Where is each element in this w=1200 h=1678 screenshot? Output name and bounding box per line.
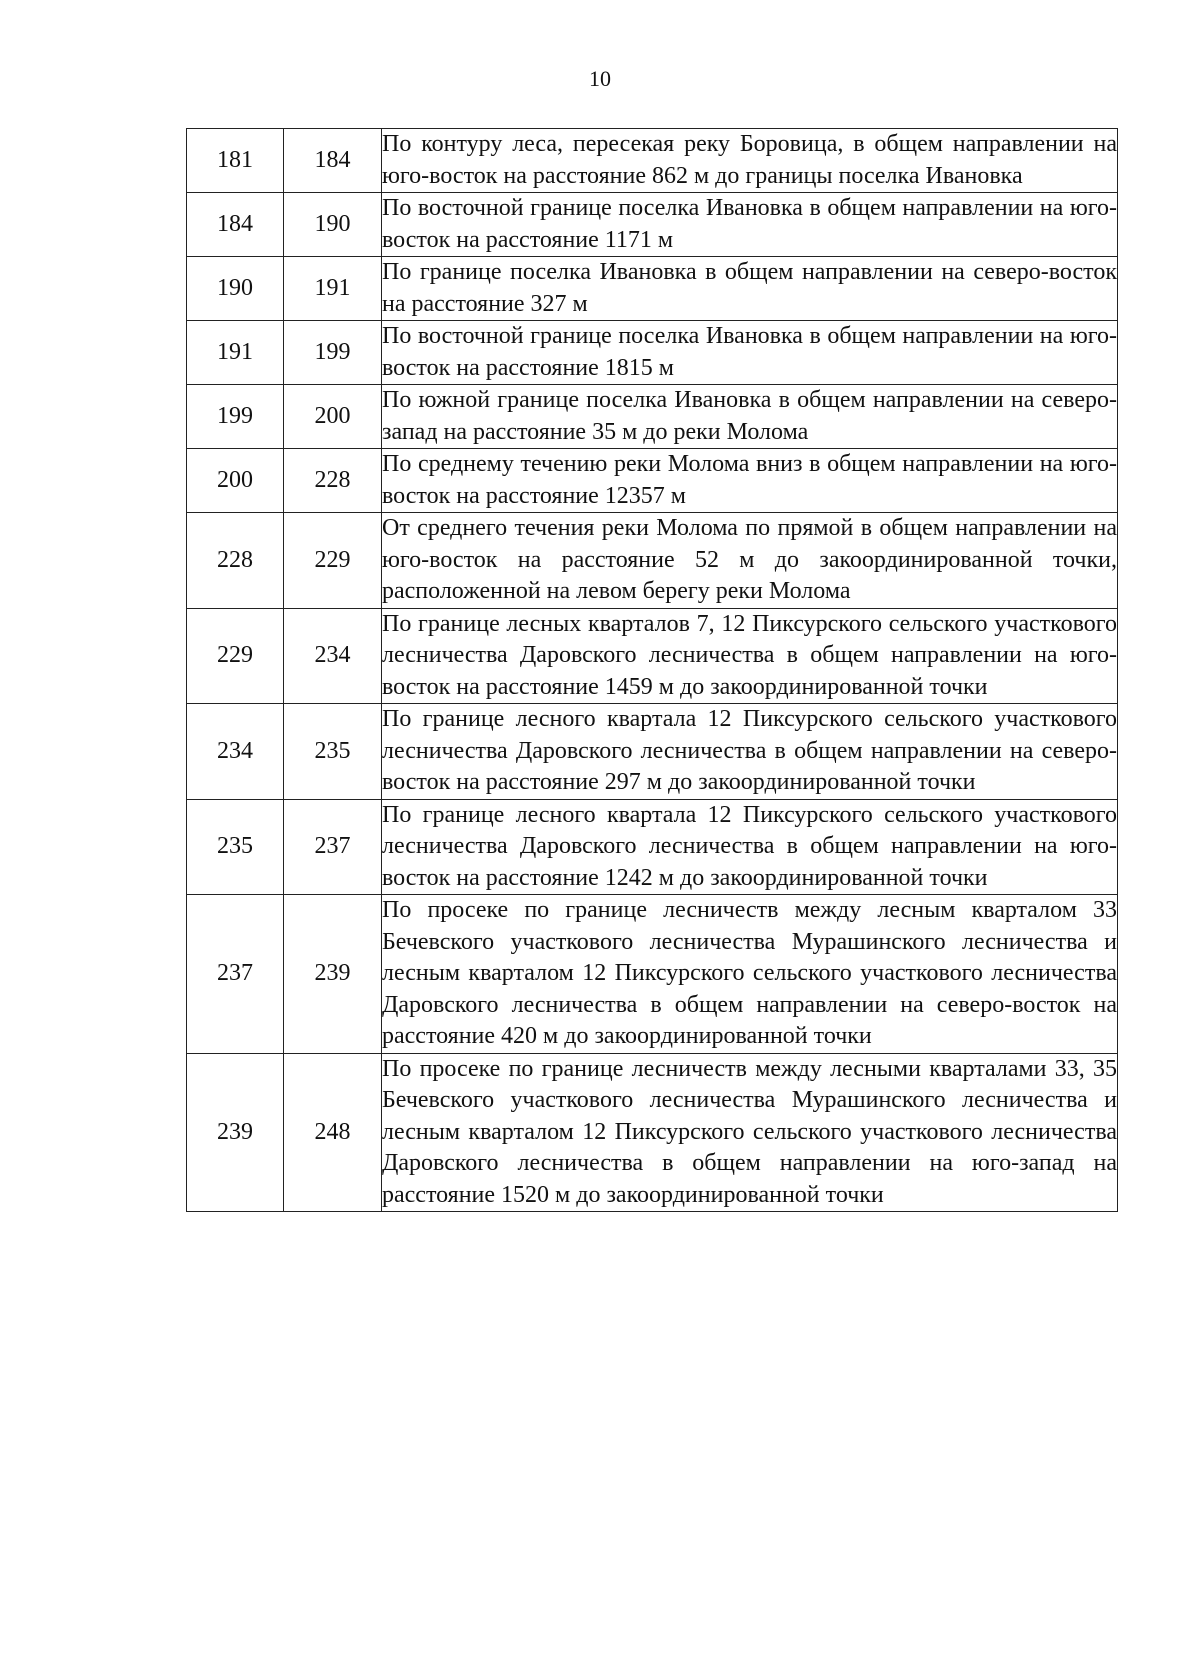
page-number: 10 — [589, 66, 611, 91]
table-row — [187, 608, 1118, 704]
boundary-description-cell: По просеке по границе лесничеств между лесным кварталом 33 Бечевского участкового лесничества Мурашинского лесничества и лесным кварталом 12 Пиксурского сельского участкового лесничества Даровского лесничества в общем направлении на северо-восток на расстояние 420 м до закоординированной точки — [382, 895, 1118, 1054]
to-point-cell: 191 — [284, 257, 382, 321]
table-row — [187, 321, 1118, 385]
to-point-cell: 228 — [284, 449, 382, 513]
boundary-description-cell: По границе поселка Ивановка в общем направлении на северо-восток на расстояние 327 м — [382, 257, 1118, 321]
table-row — [187, 704, 1118, 800]
boundary-description-cell: По границе лесного квартала 12 Пиксурского сельского участкового лесничества Даровского лесничества в общем направлении на юго-восток на расстояние 1242 м до закоординированной точки — [382, 799, 1118, 895]
boundary-description-table — [186, 128, 1118, 1212]
table-row — [187, 257, 1118, 321]
from-point-cell: 191 — [187, 321, 284, 385]
table-body — [187, 129, 1118, 1212]
table-row — [187, 895, 1118, 1054]
to-point-cell: 190 — [284, 193, 382, 257]
from-point-cell: 190 — [187, 257, 284, 321]
to-point-cell: 184 — [284, 129, 382, 193]
from-point-cell: 199 — [187, 385, 284, 449]
from-point-cell: 228 — [187, 513, 284, 609]
table-row — [187, 385, 1118, 449]
to-point-cell: 239 — [284, 895, 382, 1054]
table-row — [187, 193, 1118, 257]
from-point-cell: 181 — [187, 129, 284, 193]
to-point-cell: 229 — [284, 513, 382, 609]
table-row — [187, 129, 1118, 193]
boundary-description-cell: По восточной границе поселка Ивановка в общем направлении на юго-восток на расстояние 1171 м — [382, 193, 1118, 257]
from-point-cell: 229 — [187, 608, 284, 704]
to-point-cell: 200 — [284, 385, 382, 449]
table-row — [187, 513, 1118, 609]
to-point-cell: 237 — [284, 799, 382, 895]
from-point-cell: 200 — [187, 449, 284, 513]
from-point-cell: 239 — [187, 1053, 284, 1212]
table-row — [187, 799, 1118, 895]
to-point-cell: 235 — [284, 704, 382, 800]
boundary-description-cell: От среднего течения реки Молома по прямой в общем направлении на юго-восток на расстояние 52 м до закоординированной точки, расположенной на левом берегу реки Молома — [382, 513, 1118, 609]
boundary-description-cell: По среднему течению реки Молома вниз в общем направлении на юго-восток на расстояние 12357 м — [382, 449, 1118, 513]
from-point-cell: 234 — [187, 704, 284, 800]
boundary-description-cell: По восточной границе поселка Ивановка в общем направлении на юго-восток на расстояние 1815 м — [382, 321, 1118, 385]
to-point-cell: 199 — [284, 321, 382, 385]
to-point-cell: 234 — [284, 608, 382, 704]
from-point-cell: 237 — [187, 895, 284, 1054]
boundary-description-cell: По южной границе поселка Ивановка в общем направлении на северо-запад на расстояние 35 м до реки Молома — [382, 385, 1118, 449]
boundary-description-cell: По контуру леса, пересекая реку Боровица, в общем направлении на юго-восток на расстояние 862 м до границы поселка Ивановка — [382, 129, 1118, 193]
boundary-description-cell: По границе лесного квартала 12 Пиксурского сельского участкового лесничества Даровского лесничества в общем направлении на северо-восток на расстояние 297 м до закоординированной точки — [382, 704, 1118, 800]
from-point-cell: 184 — [187, 193, 284, 257]
table-row — [187, 1053, 1118, 1212]
to-point-cell: 248 — [284, 1053, 382, 1212]
boundary-description-cell: По просеке по границе лесничеств между лесными кварталами 33, 35 Бечевского участкового лесничества Мурашинского лесничества и лесным кварталом 12 Пиксурского сельского участкового лесничества Даровского лесничества в общем направлении на юго-запад на расстояние 1520 м до закоординированной точки — [382, 1053, 1118, 1212]
boundary-description-cell: По границе лесных кварталов 7, 12 Пиксурского сельского участкового лесничества Даровского лесничества в общем направлении на юго-восток на расстояние 1459 м до закоординированной точки — [382, 608, 1118, 704]
from-point-cell: 235 — [187, 799, 284, 895]
table-row — [187, 449, 1118, 513]
